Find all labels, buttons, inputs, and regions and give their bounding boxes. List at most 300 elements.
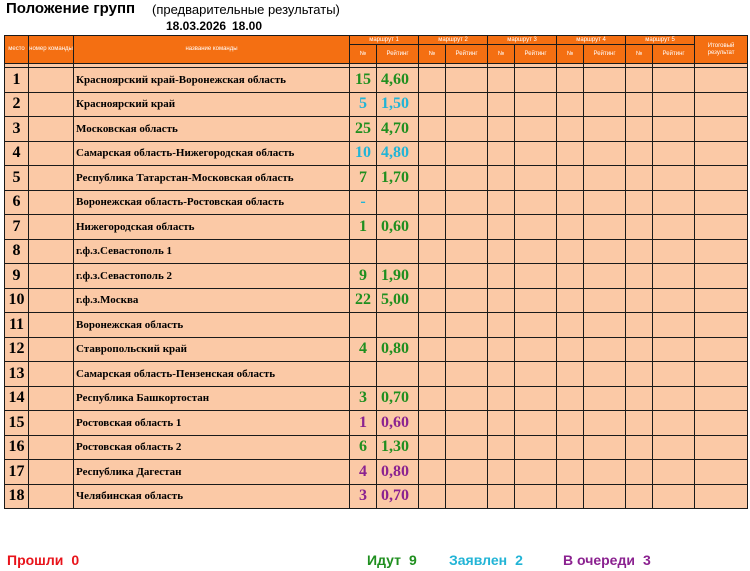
route4-rating-cell [584, 313, 626, 338]
team-number-cell [29, 92, 74, 117]
route5-rating-cell [653, 264, 695, 289]
route3-rating-cell [515, 141, 557, 166]
route5-number-cell [626, 92, 653, 117]
route3-number-cell [488, 386, 515, 411]
total-result-cell [695, 411, 748, 436]
table-row [5, 460, 748, 485]
route1-number-cell [350, 239, 377, 264]
route3-number-cell [488, 117, 515, 142]
route1-number-cell: 4 [350, 337, 377, 362]
place-cell: 3 [5, 117, 29, 142]
route4-number-cell [557, 190, 584, 215]
route3-rating-cell [515, 166, 557, 191]
route2-number-cell [419, 288, 446, 313]
col-header-route-4: маршрут 4 [557, 36, 626, 45]
route4-number-cell [557, 386, 584, 411]
route4-rating-cell [584, 386, 626, 411]
route3-rating-cell [515, 117, 557, 142]
total-result-cell [695, 141, 748, 166]
route1-rating-cell: 0,80 [377, 460, 419, 485]
place-cell: 4 [5, 141, 29, 166]
route4-number-cell [557, 264, 584, 289]
route3-number-cell [488, 92, 515, 117]
table-row [5, 190, 748, 215]
route4-number-cell [557, 239, 584, 264]
route4-number-cell [557, 337, 584, 362]
route4-rating-cell [584, 484, 626, 509]
total-result-cell [695, 166, 748, 191]
route3-rating-cell [515, 313, 557, 338]
route1-rating-cell: 1,70 [377, 166, 419, 191]
col-header-team-number: номер команды [29, 36, 74, 64]
col-header-route-2: маршрут 2 [419, 36, 488, 45]
route4-number-cell [557, 362, 584, 387]
route5-rating-cell [653, 460, 695, 485]
team-number-cell [29, 288, 74, 313]
table-row [5, 484, 748, 509]
summary-queue-label: В очереди [563, 552, 635, 568]
route1-number-cell: 7 [350, 166, 377, 191]
route3-number-cell [488, 215, 515, 240]
route2-number-cell [419, 362, 446, 387]
total-result-cell [695, 288, 748, 313]
col-header-r1-num: № [350, 45, 377, 64]
col-header-r4-rating: Рейтинг [584, 45, 626, 64]
route4-rating-cell [584, 411, 626, 436]
route1-rating-cell: 0,70 [377, 386, 419, 411]
route5-number-cell [626, 166, 653, 191]
route1-rating-cell [377, 362, 419, 387]
table-row [5, 239, 748, 264]
route2-number-cell [419, 460, 446, 485]
col-header-r3-num: № [488, 45, 515, 64]
route1-number-cell: 3 [350, 386, 377, 411]
route1-rating-cell [377, 313, 419, 338]
route3-rating-cell [515, 288, 557, 313]
col-header-r4-num: № [557, 45, 584, 64]
route3-number-cell [488, 68, 515, 93]
route4-rating-cell [584, 190, 626, 215]
team-name-cell: г.ф.з.Севастополь 1 [74, 239, 350, 264]
route3-number-cell [488, 239, 515, 264]
route2-rating-cell [446, 141, 488, 166]
team-number-cell [29, 68, 74, 93]
route4-rating-cell [584, 92, 626, 117]
place-cell: 2 [5, 92, 29, 117]
route4-rating-cell [584, 166, 626, 191]
summary-applied [449, 552, 523, 568]
page-title: Положение групп [6, 0, 136, 17]
team-number-cell [29, 117, 74, 142]
route1-number-cell: 6 [350, 435, 377, 460]
route2-rating-cell [446, 386, 488, 411]
route1-rating-cell: 1,30 [377, 435, 419, 460]
route4-rating-cell [584, 460, 626, 485]
table-row [5, 337, 748, 362]
route1-rating-cell: 0,70 [377, 484, 419, 509]
route3-number-cell [488, 362, 515, 387]
team-name-cell: Ставропольский край [74, 337, 350, 362]
route3-rating-cell [515, 460, 557, 485]
table-row [5, 411, 748, 436]
col-header-team-name: название команды [74, 36, 350, 64]
route3-number-cell [488, 460, 515, 485]
total-result-cell [695, 337, 748, 362]
route4-number-cell [557, 288, 584, 313]
place-cell: 12 [5, 337, 29, 362]
route1-rating-cell: 4,70 [377, 117, 419, 142]
route3-rating-cell [515, 215, 557, 240]
route2-rating-cell [446, 411, 488, 436]
route5-number-cell [626, 411, 653, 436]
route5-rating-cell [653, 435, 695, 460]
route5-number-cell [626, 386, 653, 411]
route4-number-cell [557, 92, 584, 117]
route1-number-cell: 1 [350, 411, 377, 436]
team-name-cell: Воронежская область-Ростовская область [74, 190, 350, 215]
table-row [5, 362, 748, 387]
total-result-cell [695, 313, 748, 338]
total-result-cell [695, 264, 748, 289]
route4-number-cell [557, 313, 584, 338]
total-result-cell [695, 68, 748, 93]
route4-number-cell [557, 215, 584, 240]
route2-number-cell [419, 166, 446, 191]
team-name-cell: Воронежская область [74, 313, 350, 338]
route2-rating-cell [446, 337, 488, 362]
route1-rating-cell: 0,80 [377, 337, 419, 362]
summary-done [7, 552, 79, 568]
route3-rating-cell [515, 239, 557, 264]
route3-number-cell [488, 435, 515, 460]
report-time: 18.00 [232, 19, 263, 33]
route5-rating-cell [653, 411, 695, 436]
summary-going-count: 9 [408, 552, 417, 568]
summary-applied-count: 2 [515, 552, 523, 568]
route3-rating-cell [515, 386, 557, 411]
route5-number-cell [626, 362, 653, 387]
team-name-cell: Самарская область-Нижегородская область [74, 141, 350, 166]
table-row [5, 68, 748, 93]
route5-rating-cell [653, 92, 695, 117]
team-name-cell: Красноярский край-Воронежская область [74, 68, 350, 93]
team-number-cell [29, 190, 74, 215]
route1-number-cell: 15 [350, 68, 377, 93]
route2-rating-cell [446, 68, 488, 93]
summary-queue [563, 552, 651, 568]
route5-rating-cell [653, 337, 695, 362]
route3-number-cell [488, 337, 515, 362]
route5-rating-cell [653, 141, 695, 166]
table-row [5, 92, 748, 117]
team-number-cell [29, 337, 74, 362]
route1-number-cell: - [350, 190, 377, 215]
col-header-r2-rating: Рейтинг [446, 45, 488, 64]
team-number-cell [29, 239, 74, 264]
summary-applied-label: Заявлен [449, 552, 508, 568]
place-cell: 5 [5, 166, 29, 191]
route2-rating-cell [446, 484, 488, 509]
route2-number-cell [419, 337, 446, 362]
route2-number-cell [419, 435, 446, 460]
team-number-cell [29, 386, 74, 411]
route5-rating-cell [653, 239, 695, 264]
route2-number-cell [419, 68, 446, 93]
route5-number-cell [626, 313, 653, 338]
route3-rating-cell [515, 411, 557, 436]
route3-number-cell [488, 313, 515, 338]
route4-rating-cell [584, 337, 626, 362]
route5-number-cell [626, 215, 653, 240]
team-number-cell [29, 460, 74, 485]
route3-rating-cell [515, 484, 557, 509]
col-header-route-5: маршрут 5 [626, 36, 695, 45]
route1-number-cell [350, 362, 377, 387]
route2-rating-cell [446, 239, 488, 264]
route1-number-cell: 25 [350, 117, 377, 142]
col-header-route-1: маршрут 1 [350, 36, 419, 45]
route1-number-cell: 9 [350, 264, 377, 289]
route4-number-cell [557, 166, 584, 191]
team-name-cell: Челябинская область [74, 484, 350, 509]
route4-number-cell [557, 484, 584, 509]
route5-number-cell [626, 141, 653, 166]
route1-rating-cell: 1,90 [377, 264, 419, 289]
team-number-cell [29, 411, 74, 436]
team-name-cell: Республика Дагестан [74, 460, 350, 485]
place-cell: 16 [5, 435, 29, 460]
table-row [5, 215, 748, 240]
col-header-r3-rating: Рейтинг [515, 45, 557, 64]
team-number-cell [29, 264, 74, 289]
route3-number-cell [488, 141, 515, 166]
route4-number-cell [557, 460, 584, 485]
route2-rating-cell [446, 460, 488, 485]
route4-number-cell [557, 411, 584, 436]
place-cell: 11 [5, 313, 29, 338]
route5-number-cell [626, 190, 653, 215]
route2-number-cell [419, 117, 446, 142]
route2-number-cell [419, 386, 446, 411]
route3-number-cell [488, 484, 515, 509]
team-name-cell: Нижегородская область [74, 215, 350, 240]
place-cell: 1 [5, 68, 29, 93]
route5-rating-cell [653, 190, 695, 215]
total-result-cell [695, 386, 748, 411]
place-cell: 13 [5, 362, 29, 387]
place-cell: 9 [5, 264, 29, 289]
route4-rating-cell [584, 435, 626, 460]
route3-rating-cell [515, 337, 557, 362]
table-row [5, 288, 748, 313]
route4-number-cell [557, 141, 584, 166]
place-cell: 17 [5, 460, 29, 485]
col-header-r5-rating: Рейтинг [653, 45, 695, 64]
route5-number-cell [626, 484, 653, 509]
route1-rating-cell: 1,50 [377, 92, 419, 117]
route2-rating-cell [446, 215, 488, 240]
route3-number-cell [488, 411, 515, 436]
team-name-cell: Республика Татарстан-Московская область [74, 166, 350, 191]
summary-going [367, 552, 417, 568]
summary-done-count: 0 [71, 552, 80, 568]
table-row [5, 117, 748, 142]
route5-number-cell [626, 239, 653, 264]
team-name-cell: Ростовская область 2 [74, 435, 350, 460]
team-number-cell [29, 484, 74, 509]
route2-rating-cell [446, 362, 488, 387]
route4-rating-cell [584, 141, 626, 166]
col-header-route-3: маршрут 3 [488, 36, 557, 45]
route5-rating-cell [653, 68, 695, 93]
route2-rating-cell [446, 288, 488, 313]
route4-rating-cell [584, 117, 626, 142]
route1-rating-cell: 4,60 [377, 68, 419, 93]
team-number-cell [29, 215, 74, 240]
route2-rating-cell [446, 190, 488, 215]
team-name-cell: Красноярский край [74, 92, 350, 117]
total-result-cell [695, 190, 748, 215]
place-cell: 15 [5, 411, 29, 436]
table-row [5, 386, 748, 411]
route5-number-cell [626, 337, 653, 362]
route4-number-cell [557, 117, 584, 142]
route1-rating-cell: 5,00 [377, 288, 419, 313]
route3-number-cell [488, 190, 515, 215]
route2-number-cell [419, 313, 446, 338]
route2-rating-cell [446, 313, 488, 338]
total-result-cell [695, 460, 748, 485]
route3-number-cell [488, 264, 515, 289]
place-cell: 6 [5, 190, 29, 215]
table-row [5, 141, 748, 166]
route2-number-cell [419, 141, 446, 166]
route3-rating-cell [515, 435, 557, 460]
route2-number-cell [419, 484, 446, 509]
route5-rating-cell [653, 386, 695, 411]
route3-rating-cell [515, 68, 557, 93]
route5-number-cell [626, 68, 653, 93]
route5-rating-cell [653, 288, 695, 313]
route1-rating-cell [377, 239, 419, 264]
place-cell: 10 [5, 288, 29, 313]
team-name-cell: Самарская область-Пензенская область [74, 362, 350, 387]
total-result-cell [695, 92, 748, 117]
route3-rating-cell [515, 190, 557, 215]
standings-body [5, 64, 748, 509]
route5-number-cell [626, 264, 653, 289]
route1-rating-cell: 0,60 [377, 411, 419, 436]
route4-rating-cell [584, 239, 626, 264]
route4-rating-cell [584, 68, 626, 93]
route2-number-cell [419, 215, 446, 240]
summary-going-label: Идут [367, 552, 401, 568]
total-result-cell [695, 435, 748, 460]
route1-number-cell [350, 313, 377, 338]
route4-rating-cell [584, 264, 626, 289]
team-name-cell: Московская область [74, 117, 350, 142]
route4-number-cell [557, 68, 584, 93]
team-number-cell [29, 313, 74, 338]
route1-number-cell: 3 [350, 484, 377, 509]
summary-queue-count: 3 [642, 552, 651, 568]
route5-rating-cell [653, 117, 695, 142]
route3-rating-cell [515, 264, 557, 289]
total-result-cell [695, 484, 748, 509]
team-name-cell: Ростовская область 1 [74, 411, 350, 436]
report-date: 18.03.2026 [166, 19, 227, 33]
table-row [5, 313, 748, 338]
route4-rating-cell [584, 215, 626, 240]
total-result-cell [695, 117, 748, 142]
place-cell: 18 [5, 484, 29, 509]
route5-number-cell [626, 435, 653, 460]
total-result-cell [695, 215, 748, 240]
route2-rating-cell [446, 92, 488, 117]
col-header-r5-num: № [626, 45, 653, 64]
route2-rating-cell [446, 264, 488, 289]
route5-rating-cell [653, 166, 695, 191]
route3-rating-cell [515, 362, 557, 387]
route1-rating-cell [377, 190, 419, 215]
route4-rating-cell [584, 362, 626, 387]
route5-rating-cell [653, 215, 695, 240]
route5-number-cell [626, 460, 653, 485]
place-cell: 14 [5, 386, 29, 411]
route1-number-cell: 10 [350, 141, 377, 166]
route1-number-cell: 22 [350, 288, 377, 313]
route5-rating-cell [653, 313, 695, 338]
route2-number-cell [419, 411, 446, 436]
place-cell: 8 [5, 239, 29, 264]
route5-rating-cell [653, 484, 695, 509]
col-header-r2-num: № [419, 45, 446, 64]
route4-rating-cell [584, 288, 626, 313]
route5-number-cell [626, 117, 653, 142]
route1-rating-cell: 0,60 [377, 215, 419, 240]
route5-rating-cell [653, 362, 695, 387]
team-number-cell [29, 141, 74, 166]
route4-number-cell [557, 435, 584, 460]
route2-number-cell [419, 264, 446, 289]
table-row [5, 166, 748, 191]
route2-number-cell [419, 92, 446, 117]
route3-rating-cell [515, 92, 557, 117]
total-result-cell [695, 239, 748, 264]
route1-rating-cell: 4,80 [377, 141, 419, 166]
route2-number-cell [419, 239, 446, 264]
col-header-place: место [5, 36, 29, 64]
route2-rating-cell [446, 435, 488, 460]
team-name-cell: г.ф.з.Москва [74, 288, 350, 313]
table-row [5, 264, 748, 289]
team-name-cell: г.ф.з.Севастополь 2 [74, 264, 350, 289]
route2-number-cell [419, 190, 446, 215]
team-name-cell: Республика Башкортостан [74, 386, 350, 411]
place-cell: 7 [5, 215, 29, 240]
col-header-r1-rating: Рейтинг [377, 45, 419, 64]
route2-rating-cell [446, 117, 488, 142]
team-number-cell [29, 362, 74, 387]
summary-done-label: Прошли [7, 552, 64, 568]
total-result-cell [695, 362, 748, 387]
col-header-total: Итоговый результат [695, 36, 748, 64]
table-row [5, 435, 748, 460]
route3-number-cell [488, 288, 515, 313]
route2-rating-cell [446, 166, 488, 191]
page-subtitle: (предварительные результаты) [152, 2, 340, 17]
standings-table [4, 35, 748, 509]
